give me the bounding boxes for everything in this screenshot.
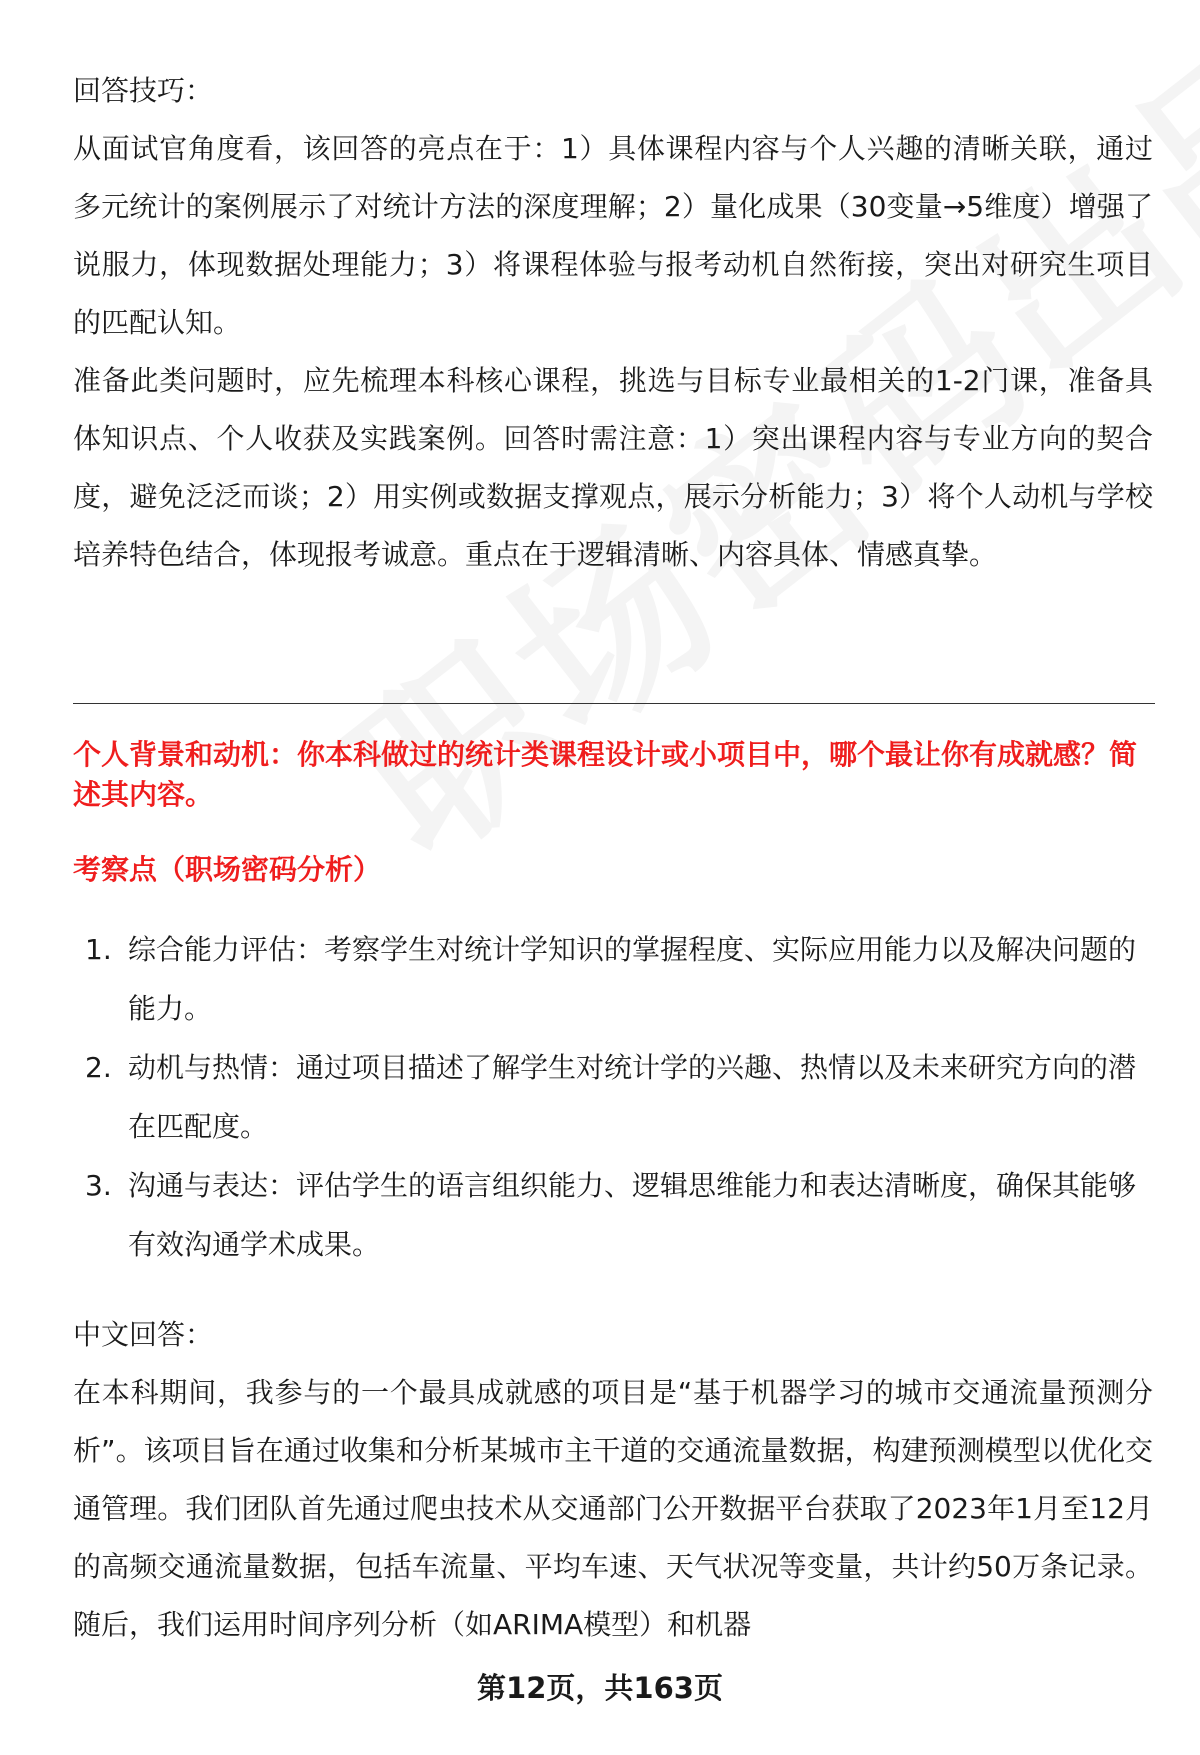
answer-paragraph: 在本科期间，我参与的一个最具成就感的项目是“基于机器学习的城市交通流量预测分析”。该项目旨在通过收集和分析某城市主干道的交通流量数据，构建预测模型以优化交通管理。我们团队首先通过爬虫技术从交通部门公开数据平台获取了2023年1月至12月的高频交通流量数据，包括车流量、平均车速、天气状况等变量，共计约50万条记录。随后，我们运用时间序列分析（如ARIMA模型）和机器 — [73, 1376, 1153, 1641]
list-item-number: 1. — [85, 933, 112, 966]
list-item-text: 综合能力评估：考察学生对统计学知识的掌握程度、实际应用能力以及解决问题的能力。 — [128, 933, 1137, 1025]
answer-section — [73, 1306, 1153, 1654]
list-item-number: 2. — [85, 1051, 112, 1084]
tips-paragraph-2: 准备此类问题时，应先梳理本科核心课程，挑选与目标专业最相关的1-2门课，准备具体知识点、个人收获及实践案例。回答时需注意：1）突出课程内容与专业方向的契合度，避免泛泛而谈；2）用实例或数据支撑观点，展示分析能力；3）将个人动机与学校培养特色结合，体现报考诚意。重点在于逻辑清晰、内容具体、情感真挚。 — [73, 364, 1153, 571]
list-item-number: 3. — [85, 1169, 112, 1202]
focus-list — [73, 920, 1153, 1274]
focus-heading: 考察点（职场密码分析） — [73, 853, 382, 886]
list-item — [73, 1156, 1153, 1274]
answer-heading: 中文回答： — [73, 1318, 214, 1351]
tips-section — [73, 62, 1153, 584]
tips-paragraph-1: 从面试官角度看，该回答的亮点在于：1）具体课程内容与个人兴趣的清晰关联，通过多元统计的案例展示了对统计方法的深度理解；2）量化成果（30变量→5维度）增强了说服力，体现数据处理能力；3）将课程体验与报考动机自然衔接，突出对研究生项目的匹配认知。 — [73, 132, 1153, 339]
question-title: 个人背景和动机：你本科做过的统计类课程设计或小项目中，哪个最让你有成就感？简述其内容。 — [73, 738, 1138, 811]
section-divider — [73, 703, 1155, 704]
list-item — [73, 920, 1153, 1038]
tips-heading: 回答技巧： — [73, 74, 214, 107]
list-item — [73, 1038, 1153, 1156]
page-number: 第12页，共163页 — [477, 1671, 723, 1705]
list-item-text: 动机与热情：通过项目描述了解学生对统计学的兴趣、热情以及未来研究方向的潜在匹配度。 — [128, 1051, 1137, 1143]
list-item-text: 沟通与表达：评估学生的语言组织能力、逻辑思维能力和表达清晰度，确保其能够有效沟通学术成果。 — [128, 1169, 1137, 1261]
